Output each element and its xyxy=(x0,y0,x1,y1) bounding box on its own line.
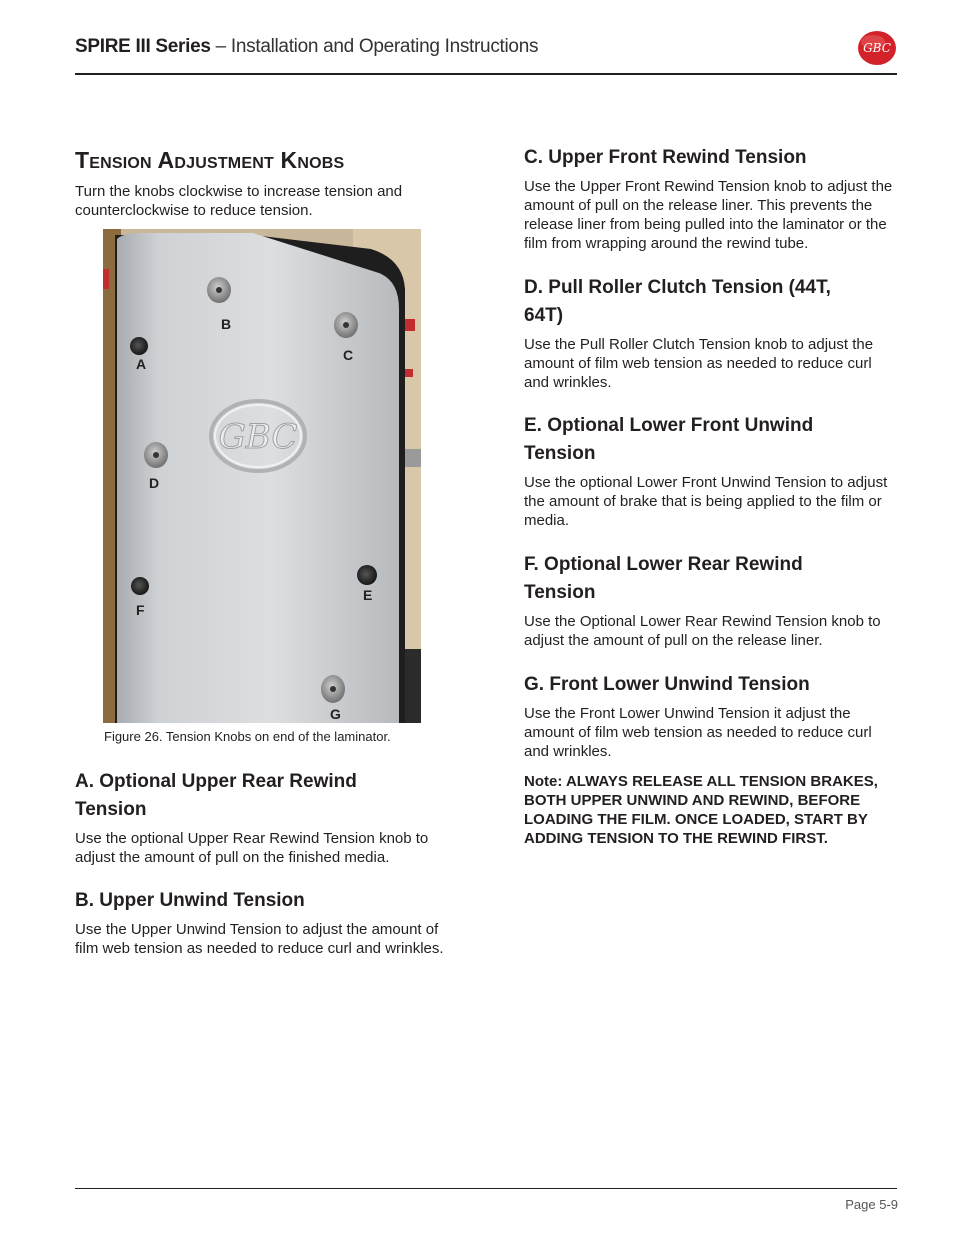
section-d-text: Use the Pull Roller Clutch Tension knob to adjust the amount of film web tension as needed to reduce curl and wrinkles. xyxy=(524,336,874,391)
gbc-brand-text: GBC xyxy=(218,417,298,457)
gbc-logo-icon xyxy=(857,30,897,66)
section-c xyxy=(524,144,896,253)
label-e: E xyxy=(363,587,373,603)
page-header xyxy=(75,30,897,75)
figure-caption: Figure 26. Tension Knobs on end of the laminator. xyxy=(104,729,391,744)
section-c-title: C. Upper Front Rewind Tension xyxy=(524,147,807,168)
footer-rule xyxy=(75,1188,897,1189)
section-b-text: Use the Upper Unwind Tension to adjust the amount of film web tension as needed to reduce curl and wrinkles. xyxy=(75,921,444,957)
section-f-text: Use the Optional Lower Rear Rewind Tension knob to adjust the amount of pull on the release liner. xyxy=(524,613,881,649)
section-e xyxy=(524,412,896,530)
logo-text: GBC xyxy=(863,41,891,55)
section-e-text: Use the optional Lower Front Unwind Tension to adjust the amount of brake that is being applied to the film or media. xyxy=(524,474,888,529)
intro-paragraph xyxy=(75,182,445,220)
series-name: SPIRE III Series xyxy=(75,36,211,57)
section-d xyxy=(524,274,896,392)
section-a-text: Use the optional Upper Rear Rewind Tension knob to adjust the amount of pull on the finished media. xyxy=(75,830,429,866)
section-f xyxy=(524,551,896,650)
section-e-title: E. Optional Lower Front Unwind Tension xyxy=(524,415,814,464)
section-c-text: Use the Upper Front Rewind Tension knob to adjust the amount of pull on the release liner. This prevents the release liner from being pulled into the laminator or the film from wrapping around the rewind tube. xyxy=(524,178,893,252)
note-block xyxy=(524,772,896,848)
laminator-end-photo xyxy=(103,229,421,723)
section-g-title: G. Front Lower Unwind Tension xyxy=(524,674,810,695)
label-f: F xyxy=(136,602,145,618)
label-c: C xyxy=(343,347,354,363)
label-g: G xyxy=(330,706,341,722)
header-subtitle: – Installation and Operating Instructions xyxy=(210,36,539,57)
label-d: D xyxy=(149,475,160,491)
section-g-text: Use the Front Lower Unwind Tension it adjust the amount of film web tension as needed to reduce curl and wrinkles. xyxy=(524,705,872,760)
label-a: A xyxy=(136,356,147,372)
section-f-title: F. Optional Lower Rear Rewind Tension xyxy=(524,554,803,603)
intro-text: Turn the knobs clockwise to increase tension and counterclockwise to reduce tension. xyxy=(75,183,403,219)
section-b-title: B. Upper Unwind Tension xyxy=(75,890,305,911)
section-a xyxy=(75,768,445,867)
header-title xyxy=(75,36,538,58)
section-g xyxy=(524,671,896,761)
section-b xyxy=(75,887,445,958)
note-text: Note: ALWAYS RELEASE ALL TENSION BRAKES, BOTH UPPER UNWIND AND REWIND, BEFORE LOADING THE FILM. ONCE LOADED, START BY ADDING TENSION TO THE REWIND FIRST. xyxy=(524,773,878,847)
section-a-title: A. Optional Upper Rear Rewind Tension xyxy=(75,771,357,820)
page-number: Page 5-9 xyxy=(845,1197,898,1212)
section-d-title: D. Pull Roller Clutch Tension (44T, 64T) xyxy=(524,277,831,326)
label-b: B xyxy=(221,316,232,332)
header-rule xyxy=(75,73,897,75)
page-title: Tension Adjustment Knobs xyxy=(75,147,345,173)
